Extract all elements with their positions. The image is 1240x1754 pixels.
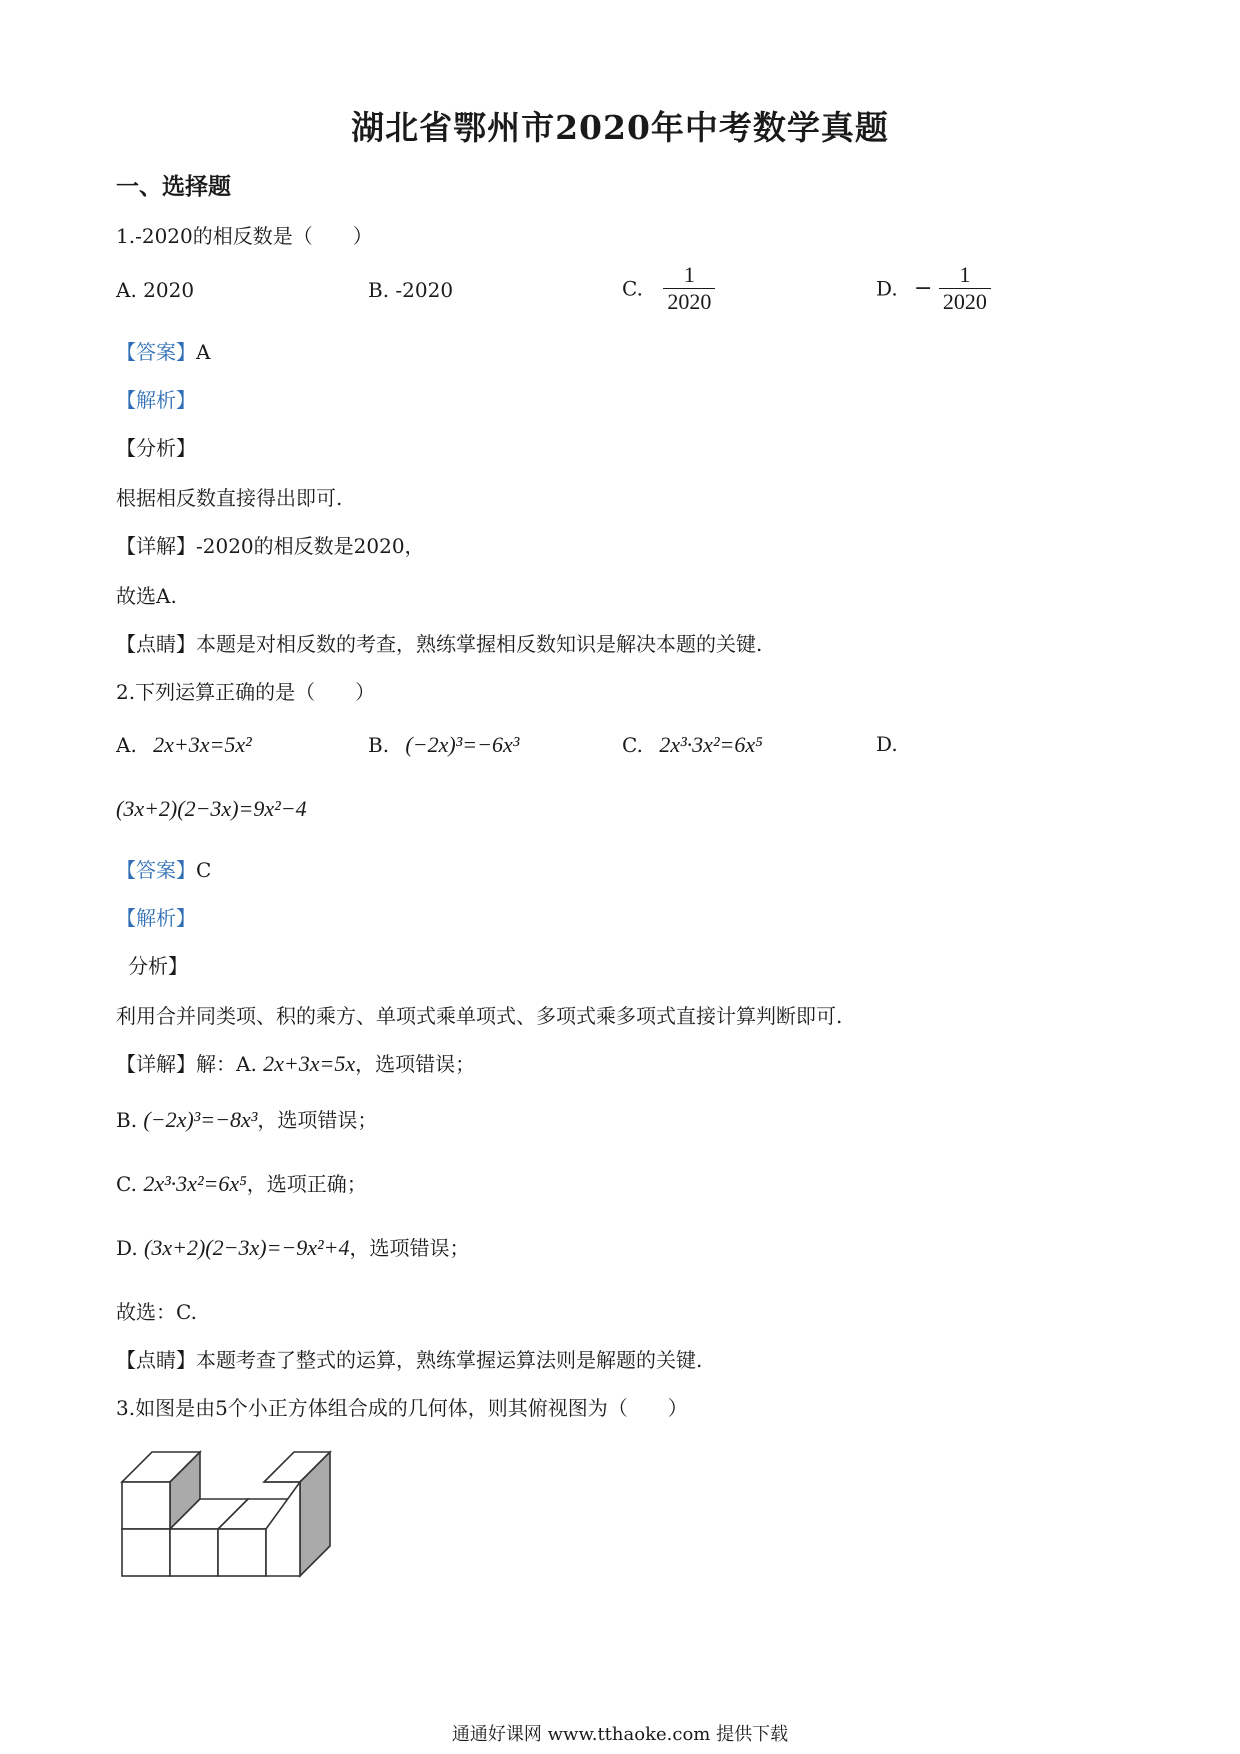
q1-option-c bbox=[622, 262, 715, 315]
q2-detail-c-suffix: ，选项正确； bbox=[246, 1172, 367, 1196]
cube-front-3 bbox=[218, 1529, 266, 1576]
q2-answer bbox=[116, 854, 211, 883]
q2-comment bbox=[116, 1344, 702, 1373]
q2-detail-b-math: (−2x)³=−8x³ bbox=[143, 1107, 258, 1132]
q2-option-b-math: (−2x)³=−6x³ bbox=[405, 732, 520, 757]
cube-front-upper bbox=[122, 1482, 170, 1529]
q2-detail-prefix: 解：A. bbox=[196, 1052, 257, 1076]
q1-comment-tag: 【点睛】 bbox=[116, 632, 196, 656]
q2-option-c-label: C. bbox=[622, 733, 643, 757]
q2-answer-tag: 【答案】 bbox=[116, 858, 196, 882]
q1-fenxi-tag: 【分析】 bbox=[116, 436, 196, 460]
q2-detail-b bbox=[116, 1104, 377, 1133]
q1-option-c-numerator: 1 bbox=[683, 262, 695, 287]
q1-answer-value: A bbox=[196, 340, 211, 364]
q2-detail-c bbox=[116, 1168, 367, 1197]
q1-option-d-numerator: 1 bbox=[959, 262, 971, 287]
q2-option-a-label: A. bbox=[116, 733, 137, 757]
q1-analysis-tag: 【解析】 bbox=[116, 388, 196, 412]
q2-fenxi-text: 利用合并同类项、积的乘方、单项式乘单项式、多项式乘多项式直接计算判断即可. bbox=[116, 1004, 843, 1028]
q2-detail-c-label: C. bbox=[116, 1172, 137, 1196]
q1-comment bbox=[116, 628, 762, 657]
q2-detail-tag: 【详解】 bbox=[116, 1052, 196, 1076]
q1-option-d-label: D. bbox=[876, 276, 898, 301]
q2-detail-d-math: (3x+2)(2−3x)=−9x²+4 bbox=[144, 1235, 350, 1260]
q1-option-d-sign: − bbox=[914, 276, 933, 301]
q1-answer-tag: 【答案】 bbox=[116, 340, 196, 364]
q1-option-b: B. -2020 bbox=[368, 278, 454, 302]
q1-option-a: A. 2020 bbox=[116, 278, 195, 302]
q2-detail-b-label: B. bbox=[116, 1108, 138, 1132]
q1-stem: 1.-2020的相反数是（ ） bbox=[116, 224, 373, 248]
q2-detail bbox=[116, 1048, 475, 1077]
q1-answer bbox=[116, 336, 210, 365]
q2-option-c bbox=[622, 732, 763, 758]
q2-option-d-label: D. bbox=[876, 732, 898, 756]
q2-option-b-label: B. bbox=[368, 733, 390, 757]
q2-option-c-math: 2x³·3x²=6x⁵ bbox=[659, 732, 763, 757]
q1-detail-tag: 【详解】 bbox=[116, 534, 196, 558]
q2-answer-value: C bbox=[196, 858, 212, 882]
q2-option-b bbox=[368, 732, 519, 758]
q2-choose: 故选：C. bbox=[116, 1300, 197, 1324]
q2-comment-tag: 【点睛】 bbox=[116, 1348, 196, 1372]
q1-fenxi-text: 根据相反数直接得出即可. bbox=[116, 486, 343, 510]
q2-option-a-math: 2x+3x=5x² bbox=[153, 732, 252, 757]
q1-option-d bbox=[876, 262, 991, 315]
cube-front-4 bbox=[266, 1482, 300, 1576]
q2-detail-d-label: D. bbox=[116, 1236, 138, 1260]
cube-figure bbox=[118, 1438, 338, 1578]
q2-detail-b-suffix: ，选项错误； bbox=[257, 1108, 378, 1132]
q3-stem: 3.如图是由5个小正方体组合成的几何体，则其俯视图为（ ） bbox=[116, 1396, 688, 1420]
q1-option-d-fraction bbox=[939, 262, 991, 315]
q1-detail-text: -2020的相反数是2020， bbox=[196, 534, 425, 558]
cube-front-2 bbox=[170, 1529, 218, 1576]
cube-front-1 bbox=[122, 1529, 170, 1576]
q1-option-d-denominator: 2020 bbox=[939, 288, 991, 315]
q1-option-c-label: C. bbox=[622, 276, 643, 301]
q1-comment-text: 本题是对相反数的考查，熟练掌握相反数知识是解决本题的关键. bbox=[196, 632, 763, 656]
q2-detail-d-suffix: ，选项错误； bbox=[349, 1236, 470, 1260]
q2-option-d-math: (3x+2)(2−3x)=9x²−4 bbox=[116, 796, 307, 821]
q1-option-c-fraction bbox=[663, 262, 715, 315]
q1-detail bbox=[116, 530, 425, 559]
q2-detail-a-math: 2x+3x=5x bbox=[263, 1051, 356, 1076]
q2-option-a bbox=[116, 732, 252, 758]
q2-comment-text: 本题考查了整式的运算，熟练掌握运算法则是解题的关键. bbox=[196, 1348, 703, 1372]
q2-fenxi-tag: 分析】 bbox=[128, 954, 188, 978]
q2-detail-d bbox=[116, 1232, 469, 1261]
q1-choose: 故选A. bbox=[116, 584, 177, 608]
q2-analysis-tag: 【解析】 bbox=[116, 906, 196, 930]
footer-text: 通通好课网 www.tthaoke.com 提供下载 bbox=[451, 1724, 789, 1745]
section-heading: 一、选择题 bbox=[116, 174, 231, 200]
q2-detail-c-math: 2x³·3x²=6x⁵ bbox=[143, 1171, 247, 1196]
q1-option-c-denominator: 2020 bbox=[663, 288, 715, 315]
q2-detail-a-suffix: ，选项错误； bbox=[355, 1052, 476, 1076]
page-title: 湖北省鄂州市2020年中考数学真题 bbox=[351, 108, 889, 147]
q2-stem: 2.下列运算正确的是（ ） bbox=[116, 680, 376, 704]
